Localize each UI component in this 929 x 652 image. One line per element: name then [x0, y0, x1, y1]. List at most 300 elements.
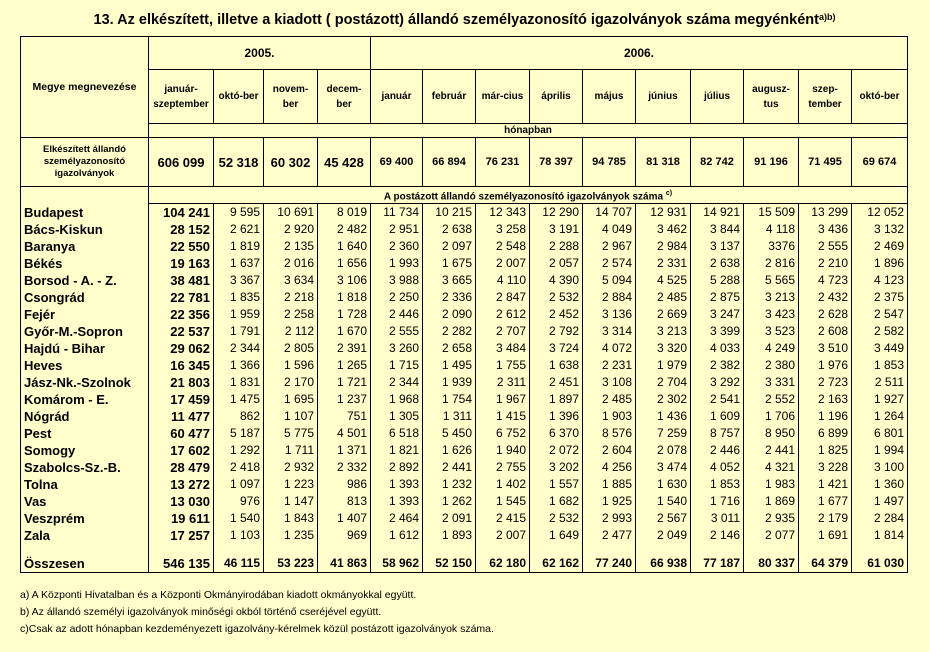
county-value: 1 637	[214, 255, 264, 272]
county-name: Pest	[21, 425, 149, 442]
county-value: 1 869	[744, 493, 799, 510]
county-value: 2 638	[691, 255, 744, 272]
month-header: már-cius	[476, 70, 530, 124]
county-value: 1 371	[318, 442, 371, 459]
county-value: 4 390	[530, 272, 583, 289]
county-value: 2 847	[476, 289, 530, 306]
county-value: 3 137	[691, 238, 744, 255]
month-header: február	[423, 70, 476, 124]
county-value: 1 818	[318, 289, 371, 306]
county-value: 2 485	[636, 289, 691, 306]
produced-value: 94 785	[583, 138, 636, 187]
month-header: május	[583, 70, 636, 124]
county-value: 3 634	[264, 272, 318, 289]
county-value: 1 360	[852, 476, 908, 493]
county-value: 2 332	[318, 459, 371, 476]
produced-value: 71 495	[799, 138, 852, 187]
county-row	[21, 255, 908, 272]
county-value: 2 218	[264, 289, 318, 306]
county-value: 2 707	[476, 323, 530, 340]
county-value: 3 247	[691, 306, 744, 323]
data-table	[20, 36, 908, 573]
county-value: 1 265	[318, 357, 371, 374]
total-value: 62 162	[530, 554, 583, 573]
county-name: Somogy	[21, 442, 149, 459]
county-value: 2 469	[852, 238, 908, 255]
produced-value: 76 231	[476, 138, 530, 187]
footnote-b: b) Az állandó személyi igazolványok minőségi okból történő cseréjével együtt.	[20, 606, 382, 618]
county-value: 2 723	[799, 374, 852, 391]
county-value: 12 343	[476, 204, 530, 221]
county-value: 2 418	[214, 459, 264, 476]
county-value: 1 670	[318, 323, 371, 340]
county-value: 4 723	[799, 272, 852, 289]
county-value: 1 237	[318, 391, 371, 408]
county-value: 2 391	[318, 340, 371, 357]
county-value: 1 791	[214, 323, 264, 340]
county-value: 1 415	[476, 408, 530, 425]
county-value: 2 884	[583, 289, 636, 306]
county-value: 2 097	[423, 238, 476, 255]
county-row	[21, 289, 908, 306]
county-value: 12 290	[530, 204, 583, 221]
county-value: 2 604	[583, 442, 636, 459]
county-value: 1 495	[423, 357, 476, 374]
county-value: 1 393	[371, 476, 423, 493]
county-value: 2 311	[476, 374, 530, 391]
county-value: 2 638	[423, 221, 476, 238]
county-value: 3 436	[799, 221, 852, 238]
county-value: 1 897	[530, 391, 583, 408]
county-value: 4 525	[636, 272, 691, 289]
county-value: 19 163	[149, 255, 214, 272]
county-value: 3 108	[583, 374, 636, 391]
county-value: 1 695	[264, 391, 318, 408]
county-value: 3 213	[636, 323, 691, 340]
county-value: 2 552	[744, 391, 799, 408]
county-value: 1 366	[214, 357, 264, 374]
county-value: 1 993	[371, 255, 423, 272]
county-value: 29 062	[149, 340, 214, 357]
county-value: 13 030	[149, 493, 214, 510]
county-value: 22 537	[149, 323, 214, 340]
spacer-row	[21, 544, 908, 554]
county-value: 2 446	[691, 442, 744, 459]
county-value: 1 475	[214, 391, 264, 408]
county-value: 2 344	[214, 340, 264, 357]
county-value: 1 983	[744, 476, 799, 493]
footnote-a: a) A Központi Hivatalban és a Központi Okmányirodában kiadott okmányokkal együtt.	[20, 589, 417, 601]
total-value: 77 240	[583, 554, 636, 573]
produced-value: 69 400	[371, 138, 423, 187]
county-value: 3 510	[799, 340, 852, 357]
county-value: 17 257	[149, 527, 214, 544]
county-value: 1 305	[371, 408, 423, 425]
county-value: 1 497	[852, 493, 908, 510]
county-value: 1 711	[264, 442, 318, 459]
county-value: 6 370	[530, 425, 583, 442]
county-value: 2 547	[852, 306, 908, 323]
total-value: 64 379	[799, 554, 852, 573]
county-value: 1 728	[318, 306, 371, 323]
county-name: Csongrád	[21, 289, 149, 306]
county-value: 1 831	[214, 374, 264, 391]
county-value: 3 100	[852, 459, 908, 476]
county-value: 1 821	[371, 442, 423, 459]
county-value: 28 479	[149, 459, 214, 476]
county-value: 3 399	[691, 323, 744, 340]
county-value: 2 555	[371, 323, 423, 340]
county-value: 2 090	[423, 306, 476, 323]
produced-value: 45 428	[318, 138, 371, 187]
county-value: 2 567	[636, 510, 691, 527]
county-value: 2 658	[423, 340, 476, 357]
spacer-cell	[744, 544, 799, 554]
county-value: 2 532	[530, 289, 583, 306]
county-value: 3 191	[530, 221, 583, 238]
total-value: 80 337	[744, 554, 799, 573]
produced-value: 60 302	[264, 138, 318, 187]
county-value: 2 612	[476, 306, 530, 323]
county-name: Vas	[21, 493, 149, 510]
county-value: 10 215	[423, 204, 476, 221]
county-row	[21, 459, 908, 476]
county-value: 2 007	[476, 527, 530, 544]
county-value: 1 835	[214, 289, 264, 306]
county-value: 2 608	[799, 323, 852, 340]
county-name: Hajdú - Bihar	[21, 340, 149, 357]
county-value: 5 094	[583, 272, 636, 289]
county-value: 1 896	[852, 255, 908, 272]
county-value: 2 284	[852, 510, 908, 527]
county-name: Heves	[21, 357, 149, 374]
total-value: 46 115	[214, 554, 264, 573]
county-value: 1 097	[214, 476, 264, 493]
posted-section-label	[149, 187, 908, 204]
county-row	[21, 357, 908, 374]
county-value: 2 816	[744, 255, 799, 272]
footnote-c: c)Csak az adott hónapban kezdeményezett igazolvány-kérelmek közül postázott igazolványok száma.	[20, 623, 494, 635]
county-value: 2 541	[691, 391, 744, 408]
total-value: 77 187	[691, 554, 744, 573]
county-value: 862	[214, 408, 264, 425]
total-value: 53 223	[264, 554, 318, 573]
county-value: 4 118	[744, 221, 799, 238]
county-value: 1 393	[371, 493, 423, 510]
county-value: 3 011	[691, 510, 744, 527]
county-value: 2 511	[852, 374, 908, 391]
county-name: Fejér	[21, 306, 149, 323]
county-value: 1 436	[636, 408, 691, 425]
county-value: 3 320	[636, 340, 691, 357]
county-value: 1 715	[371, 357, 423, 374]
county-value: 3 724	[530, 340, 583, 357]
county-value: 12 052	[852, 204, 908, 221]
county-value: 3 988	[371, 272, 423, 289]
produced-value: 606 099	[149, 138, 214, 187]
county-value: 2 920	[264, 221, 318, 238]
county-value: 3 484	[476, 340, 530, 357]
posted-section-row	[21, 187, 908, 204]
county-value: 2 477	[583, 527, 636, 544]
county-value: 2 669	[636, 306, 691, 323]
total-value: 61 030	[852, 554, 908, 573]
produced-value: 78 397	[530, 138, 583, 187]
county-value: 10 691	[264, 204, 318, 221]
county-value: 1 939	[423, 374, 476, 391]
produced-value: 81 318	[636, 138, 691, 187]
county-row	[21, 442, 908, 459]
county-value: 4 256	[583, 459, 636, 476]
county-value: 3 213	[744, 289, 799, 306]
county-value: 1 927	[852, 391, 908, 408]
county-row	[21, 510, 908, 527]
title-footnote-marker: a)b)	[818, 12, 836, 22]
county-value: 2 258	[264, 306, 318, 323]
county-value: 4 049	[583, 221, 636, 238]
county-value: 14 921	[691, 204, 744, 221]
spacer-cell	[214, 544, 264, 554]
county-value: 3 423	[744, 306, 799, 323]
county-value: 3 314	[583, 323, 636, 340]
county-value: 7 259	[636, 425, 691, 442]
county-value: 1 979	[636, 357, 691, 374]
month-header: októ-ber	[214, 70, 264, 124]
county-name: Komárom - E.	[21, 391, 149, 408]
county-value: 1 262	[423, 493, 476, 510]
county-row	[21, 425, 908, 442]
county-name: Jász-Nk.-Szolnok	[21, 374, 149, 391]
produced-value: 66 894	[423, 138, 476, 187]
county-value: 5 565	[744, 272, 799, 289]
county-value: 22 550	[149, 238, 214, 255]
county-value: 3 844	[691, 221, 744, 238]
county-value: 1 843	[264, 510, 318, 527]
month-header-row	[21, 70, 908, 124]
county-name: Borsod - A. - Z.	[21, 272, 149, 289]
county-value: 1 232	[423, 476, 476, 493]
county-value: 2 336	[423, 289, 476, 306]
spacer-cell	[149, 544, 214, 554]
county-value: 3 462	[636, 221, 691, 238]
produced-row	[21, 138, 908, 187]
month-header: szep-tember	[799, 70, 852, 124]
county-value: 2 993	[583, 510, 636, 527]
county-value: 813	[318, 493, 371, 510]
table-body	[21, 37, 908, 573]
county-value: 4 249	[744, 340, 799, 357]
county-value: 5 288	[691, 272, 744, 289]
county-value: 1 103	[214, 527, 264, 544]
month-header: augusz-tus	[744, 70, 799, 124]
county-name: Zala	[21, 527, 149, 544]
county-value: 2 951	[371, 221, 423, 238]
county-value: 2 932	[264, 459, 318, 476]
county-row	[21, 238, 908, 255]
produced-label: Elkészített állandó személyazonosító igazolványok	[21, 138, 149, 187]
month-header: április	[530, 70, 583, 124]
county-value: 19 611	[149, 510, 214, 527]
county-value: 3 202	[530, 459, 583, 476]
total-value: 58 962	[371, 554, 423, 573]
county-value: 8 019	[318, 204, 371, 221]
county-value: 4 072	[583, 340, 636, 357]
county-value: 13 299	[799, 204, 852, 221]
county-value: 2 135	[264, 238, 318, 255]
county-value: 2 482	[318, 221, 371, 238]
county-value: 11 734	[371, 204, 423, 221]
county-value: 3 136	[583, 306, 636, 323]
county-value: 1 976	[799, 357, 852, 374]
county-row	[21, 306, 908, 323]
county-value: 2 452	[530, 306, 583, 323]
spacer-cell	[691, 544, 744, 554]
county-value: 2 755	[476, 459, 530, 476]
county-value: 1 721	[318, 374, 371, 391]
county-row	[21, 204, 908, 221]
county-value: 4 501	[318, 425, 371, 442]
county-value: 17 459	[149, 391, 214, 408]
county-value: 1 609	[691, 408, 744, 425]
county-value: 1 421	[799, 476, 852, 493]
county-value: 2 892	[371, 459, 423, 476]
county-value: 6 752	[476, 425, 530, 442]
county-value: 1 994	[852, 442, 908, 459]
county-value: 38 481	[149, 272, 214, 289]
county-value: 5 187	[214, 425, 264, 442]
total-value: 41 863	[318, 554, 371, 573]
spacer-cell	[318, 544, 371, 554]
county-row	[21, 221, 908, 238]
spacer-cell	[264, 544, 318, 554]
spacer-cell	[476, 544, 530, 554]
county-value: 4 052	[691, 459, 744, 476]
county-row	[21, 340, 908, 357]
county-value: 12 931	[636, 204, 691, 221]
county-value: 1 853	[691, 476, 744, 493]
year-header-row	[21, 37, 908, 70]
county-value: 2 805	[264, 340, 318, 357]
month-header: októ-ber	[852, 70, 908, 124]
county-value: 5 775	[264, 425, 318, 442]
county-value: 1 235	[264, 527, 318, 544]
county-value: 1 630	[636, 476, 691, 493]
county-name: Nógrád	[21, 408, 149, 425]
county-value: 60 477	[149, 425, 214, 442]
month-header: decem-ber	[318, 70, 371, 124]
county-value: 2 375	[852, 289, 908, 306]
county-name: Baranya	[21, 238, 149, 255]
county-value: 1 196	[799, 408, 852, 425]
county-value: 1 814	[852, 527, 908, 544]
county-value: 2 574	[583, 255, 636, 272]
county-value: 1 557	[530, 476, 583, 493]
total-value: 62 180	[476, 554, 530, 573]
footnotes	[20, 587, 494, 638]
county-value: 2 704	[636, 374, 691, 391]
county-value: 1 754	[423, 391, 476, 408]
total-value: 52 150	[423, 554, 476, 573]
county-value: 976	[214, 493, 264, 510]
county-value: 1 107	[264, 408, 318, 425]
county-value: 3 331	[744, 374, 799, 391]
county-value: 1 147	[264, 493, 318, 510]
county-value: 2 532	[530, 510, 583, 527]
county-value: 2 432	[799, 289, 852, 306]
year-2006-header: 2006.	[371, 37, 908, 70]
county-value: 8 576	[583, 425, 636, 442]
spacer-cell	[583, 544, 636, 554]
county-value: 4 033	[691, 340, 744, 357]
county-value: 1 755	[476, 357, 530, 374]
county-row	[21, 493, 908, 510]
county-name: Békés	[21, 255, 149, 272]
posted-footnote-marker: c)	[665, 190, 673, 197]
county-value: 2 112	[264, 323, 318, 340]
month-header: július	[691, 70, 744, 124]
county-value: 2 548	[476, 238, 530, 255]
county-value: 2 250	[371, 289, 423, 306]
county-value: 14 707	[583, 204, 636, 221]
county-name: Szabolcs-Sz.-B.	[21, 459, 149, 476]
county-value: 2 331	[636, 255, 691, 272]
county-value: 2 415	[476, 510, 530, 527]
county-value: 2 935	[744, 510, 799, 527]
produced-value: 91 196	[744, 138, 799, 187]
county-value: 1 223	[264, 476, 318, 493]
county-value: 5 450	[423, 425, 476, 442]
county-value: 21 803	[149, 374, 214, 391]
county-value: 4 321	[744, 459, 799, 476]
county-name: Tolna	[21, 476, 149, 493]
county-value: 15 509	[744, 204, 799, 221]
spacer-cell	[852, 544, 908, 554]
county-value: 2 451	[530, 374, 583, 391]
county-value: 3 474	[636, 459, 691, 476]
county-value: 1 656	[318, 255, 371, 272]
county-value: 1 706	[744, 408, 799, 425]
county-value: 2 146	[691, 527, 744, 544]
county-value: 1 640	[318, 238, 371, 255]
county-value: 2 077	[744, 527, 799, 544]
county-value: 3 258	[476, 221, 530, 238]
county-value: 2 288	[530, 238, 583, 255]
county-value: 2 163	[799, 391, 852, 408]
county-value: 2 582	[852, 323, 908, 340]
county-value: 2 441	[744, 442, 799, 459]
county-value: 3 665	[423, 272, 476, 289]
county-value: 2 984	[636, 238, 691, 255]
spacer-cell	[636, 544, 691, 554]
county-value: 1 967	[476, 391, 530, 408]
county-value: 1 596	[264, 357, 318, 374]
county-value: 4 110	[476, 272, 530, 289]
county-value: 2 282	[423, 323, 476, 340]
total-label: Összesen	[21, 554, 149, 573]
county-value: 1 612	[371, 527, 423, 544]
year-2005-header: 2005.	[149, 37, 371, 70]
county-value: 6 518	[371, 425, 423, 442]
county-value: 969	[318, 527, 371, 544]
county-value: 1 819	[214, 238, 264, 255]
county-name: Győr-M.-Sopron	[21, 323, 149, 340]
spacer-cell	[371, 544, 423, 554]
county-value: 2 072	[530, 442, 583, 459]
county-value: 6 899	[799, 425, 852, 442]
county-value: 2 344	[371, 374, 423, 391]
county-value: 2 441	[423, 459, 476, 476]
total-value: 546 135	[149, 554, 214, 573]
